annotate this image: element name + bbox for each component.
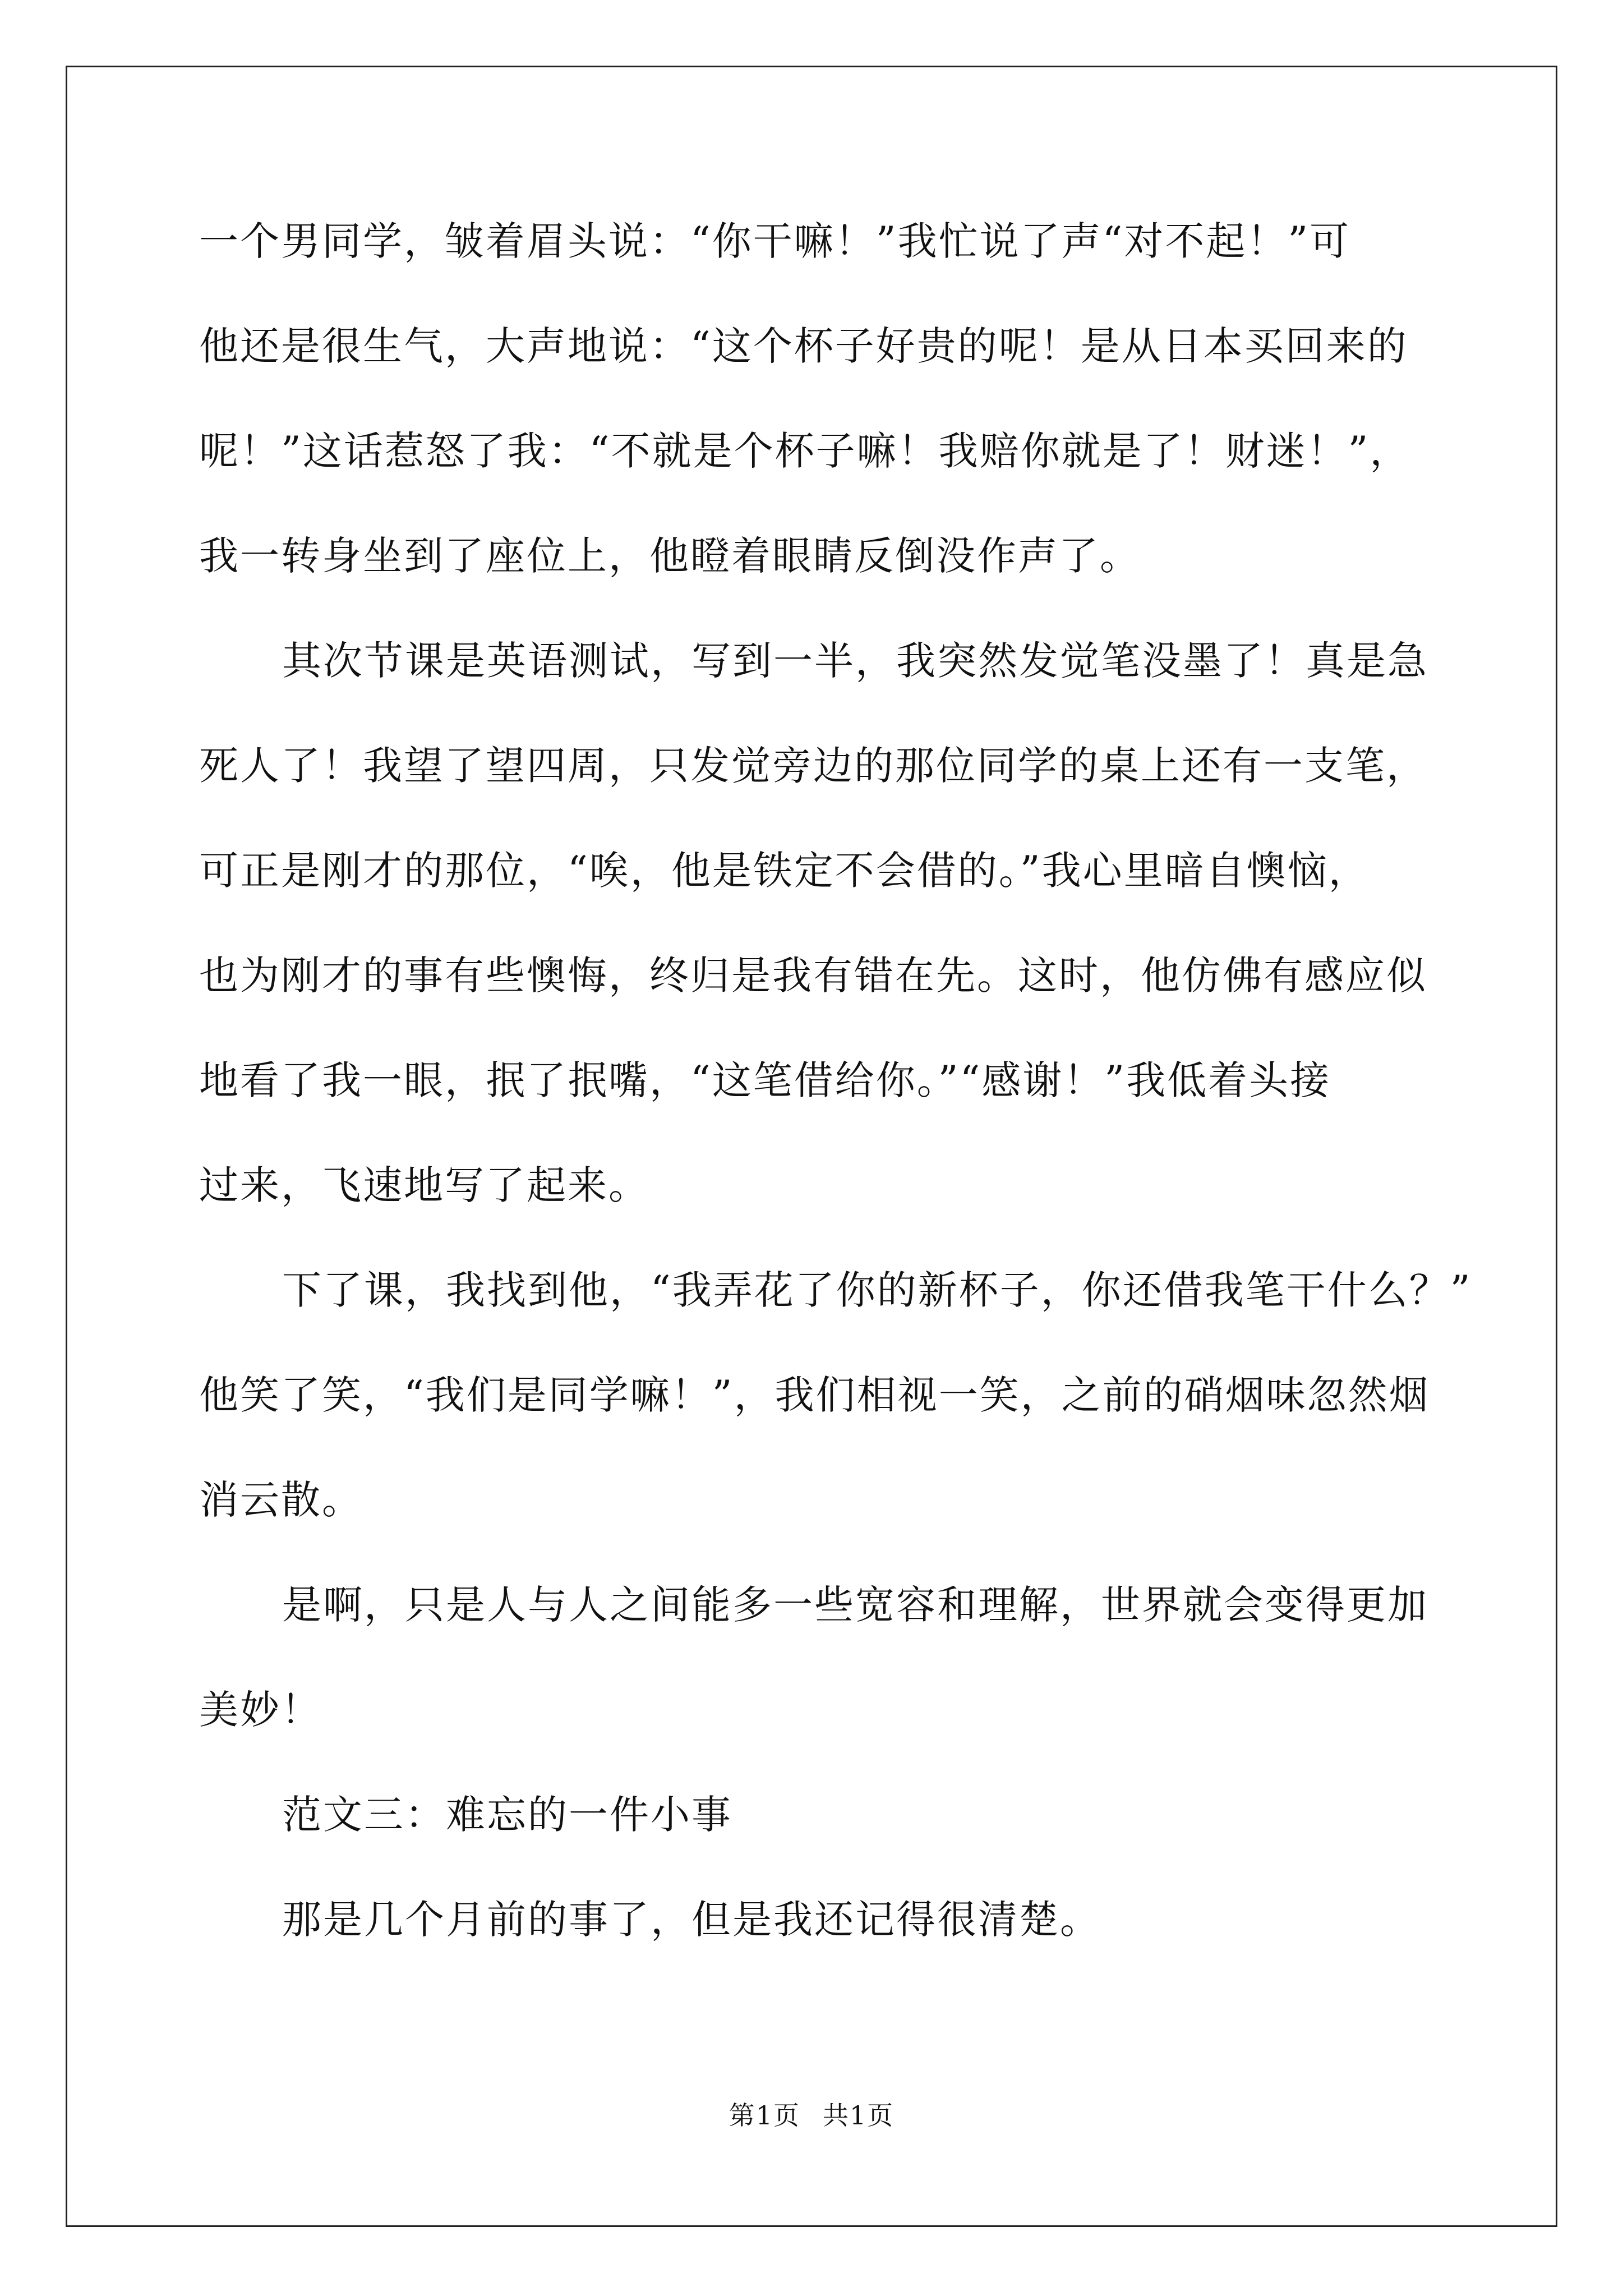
text-line: 呢！”这话惹怒了我：“不就是个杯子嘛！我赔你就是了！财迷！”， [199, 428, 1411, 474]
text-line: 过来，飞速地写了起来。 [199, 1162, 649, 1208]
page-footer [0, 2095, 1623, 2132]
text-line: 一个男同学，皱着眉头说：“你干嘛！”我忙说了声“对不起！”可 [199, 218, 1351, 264]
paragraph-first-line: 是啊，只是人与人之间能多一些宽容和理解，世界就会变得更加 [282, 1582, 1428, 1628]
paragraph-first-line: 其次节课是英语测试，写到一半，我突然发觉笔没墨了！真是急 [282, 638, 1428, 684]
text-line: 他还是很生气，大声地说：“这个杯子好贵的呢！是从日本买回来的 [199, 323, 1408, 369]
paragraph-first-line: 那是几个月前的事了，但是我还记得很清楚。 [282, 1897, 1101, 1943]
text-line: 可正是刚才的那位，“唉，他是铁定不会借的。”我心里暗自懊恼， [199, 848, 1370, 894]
paragraph-first-line: 下了课，我找到他，“我弄花了你的新杯子，你还借我笔干什么？” [282, 1267, 1472, 1313]
document-body [199, 213, 1472, 1996]
text-line: 美妙！ [199, 1687, 322, 1733]
text-line: 消云散。 [199, 1477, 363, 1523]
text-line: 我一转身坐到了座位上，他瞪着眼睛反倒没作声了。 [199, 533, 1141, 579]
text-line: 地看了我一眼，抿了抿嘴，“这笔借给你。”“感谢！”我低着头接 [199, 1057, 1331, 1103]
text-line: 死人了！我望了望四周，只发觉旁边的那位同学的桌上还有一支笔， [199, 743, 1427, 789]
text-line: 他笑了笑，“我们是同学嘛！”，我们相视一笑，之前的硝烟味忽然烟 [199, 1372, 1430, 1418]
page-number-total: 共1页 [823, 2100, 895, 2131]
page-number-current: 第1页 [728, 2100, 800, 2131]
text-line: 也为刚才的事有些懊悔，终归是我有错在先。这时，他仿佛有感应似 [199, 953, 1427, 999]
section-heading: 范文三：难忘的一件小事 [282, 1792, 732, 1838]
